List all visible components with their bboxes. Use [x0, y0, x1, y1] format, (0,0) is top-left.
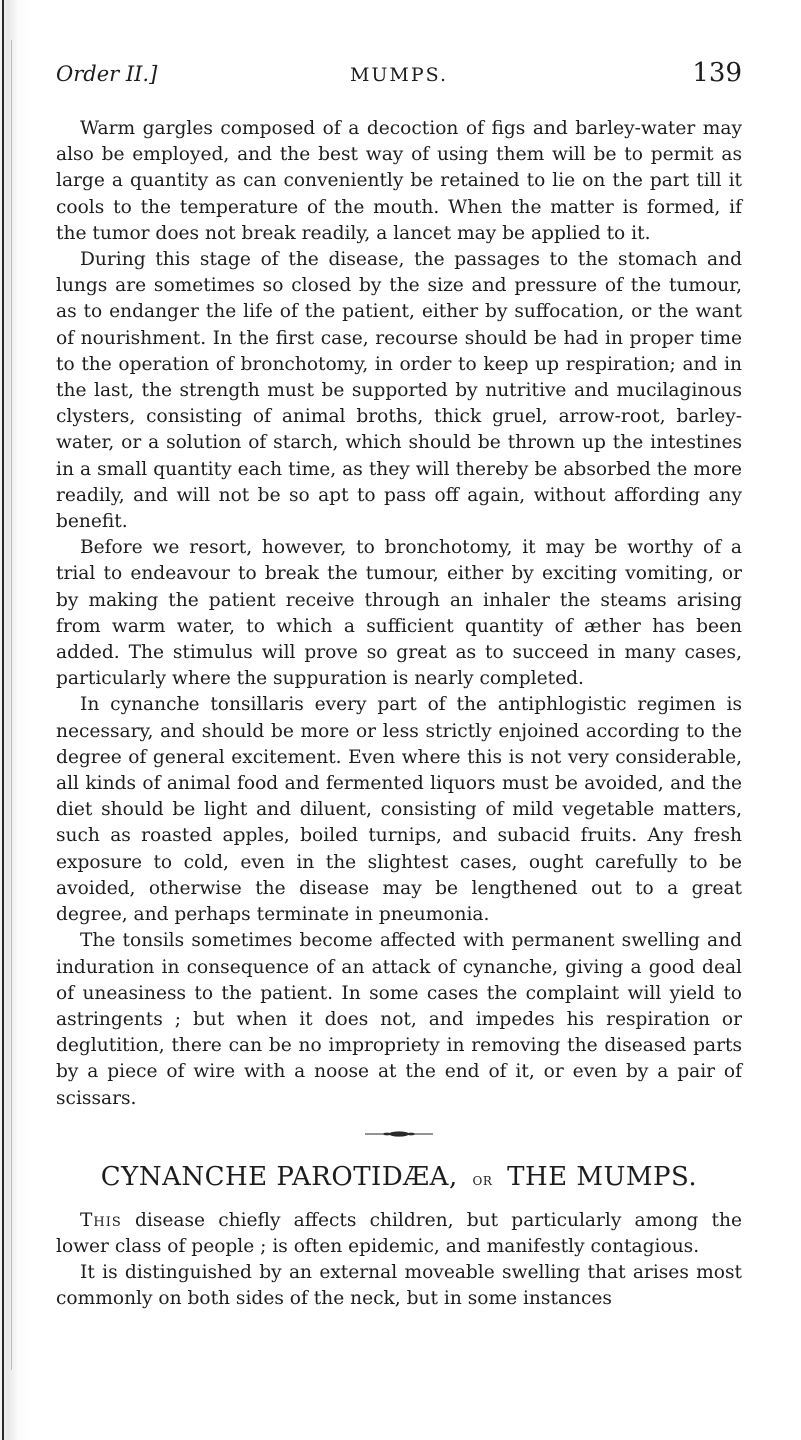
paragraph-mumps-intro-rest: disease chiefly affects children, but particularly among the lower class of people ; is often epidemic, and manifestly contagious. — [56, 1209, 742, 1257]
paragraph-bronchotomy: During this stage of the disease, the passages to the stomach and lungs are sometimes so closed by the size and pressure of the tumour, as to endanger the life of the patient, either by suffocation, or the want of nourishment. In the first case, recourse should be had in proper time to the operation of bronchotomy, in order to keep up respiration; and in the last, the strength must be supported by nutritive and mucilaginous clysters, consisting of animal broths, thick gruel, arrow-root, barley-water, or a solution of starch, which should be thrown up the intestines in a small quantity each time, as they will thereby be absorbed the more readily, and will not be so apt to pass off again, without affording any benefit. — [56, 249, 742, 533]
running-head-order: Order II.] — [56, 62, 158, 86]
section-heading — [56, 1162, 742, 1192]
section-heading-or: or — [472, 1169, 493, 1190]
paragraph-mumps-intro — [56, 1208, 742, 1260]
section-divider-ornament — [56, 1116, 742, 1152]
running-head-title: MUMPS. — [349, 64, 449, 86]
paragraph-antiphlogistic-regimen: In cynanche tonsillaris every part of the antiphlogistic regimen is necessary, and should be more or less strictly enjoined according to the degree of general excitement. Even where this is not very considerable, all kinds of animal food and fermented liquors must be avoided, and the diet should be light and diluent, consisting of mild vegetable matters, such as roasted apples, boiled turnips, and subacid fruits. Any fresh exposure to cold, even in the slightest cases, ought carefully to be avoided, otherwise the disease may be lengthened out to a great degree, and perhaps terminate in pneumonia. — [56, 694, 742, 926]
section-body-text — [56, 1208, 742, 1313]
paragraph-tonsils-swelling: The tonsils sometimes become affected with permanent swelling and induration in consequence of an attack of cynanche, giving a good deal of uneasiness to the patient. In some cases the complaint will yield to astringents ; but when it does not, and impedes his respiration or deglutition, there can be no impropriety in removing the diseased parts by a piece of wire with a noose at the end of it, or even by a pair of scissars. — [56, 930, 742, 1109]
paragraph-gargles: Warm gargles composed of a decoction of figs and barley-water may also be employed, and the best way of using them will be to permit as large a quantity as can conveniently be retained to lie on the part till it cools to the temperature of the mouth. When the matter is formed, if the tumor does not break readily, a lancet may be applied to it. — [56, 118, 742, 244]
paragraph-break-tumour: Before we resort, however, to bronchotomy, it may be worthy of a trial to endeavour to break the tumour, either by exciting vomiting, or by making the patient receive through an inhaler the steams arising from warm water, to which a sufficient quantity of æther has been added. The stimulus will prove so great as to succeed in many cases, particularly where the suppuration is nearly completed. — [56, 537, 742, 690]
book-page — [56, 58, 742, 1313]
section-heading-main: CYNANCHE PAROTIDÆA, — [100, 1161, 458, 1192]
body-text — [56, 116, 742, 1112]
divider-rule-icon — [365, 1130, 433, 1138]
running-head — [56, 58, 742, 94]
paragraph-mumps-distinguished: It is distinguished by an external moveable swelling that arises most commonly on both sides of the neck, but in some instances — [56, 1262, 742, 1310]
section-heading-alt: THE MUMPS. — [507, 1161, 698, 1192]
page-number: 139 — [692, 58, 742, 88]
first-word: This — [80, 1209, 122, 1231]
book-binding-edge — [0, 0, 30, 1440]
